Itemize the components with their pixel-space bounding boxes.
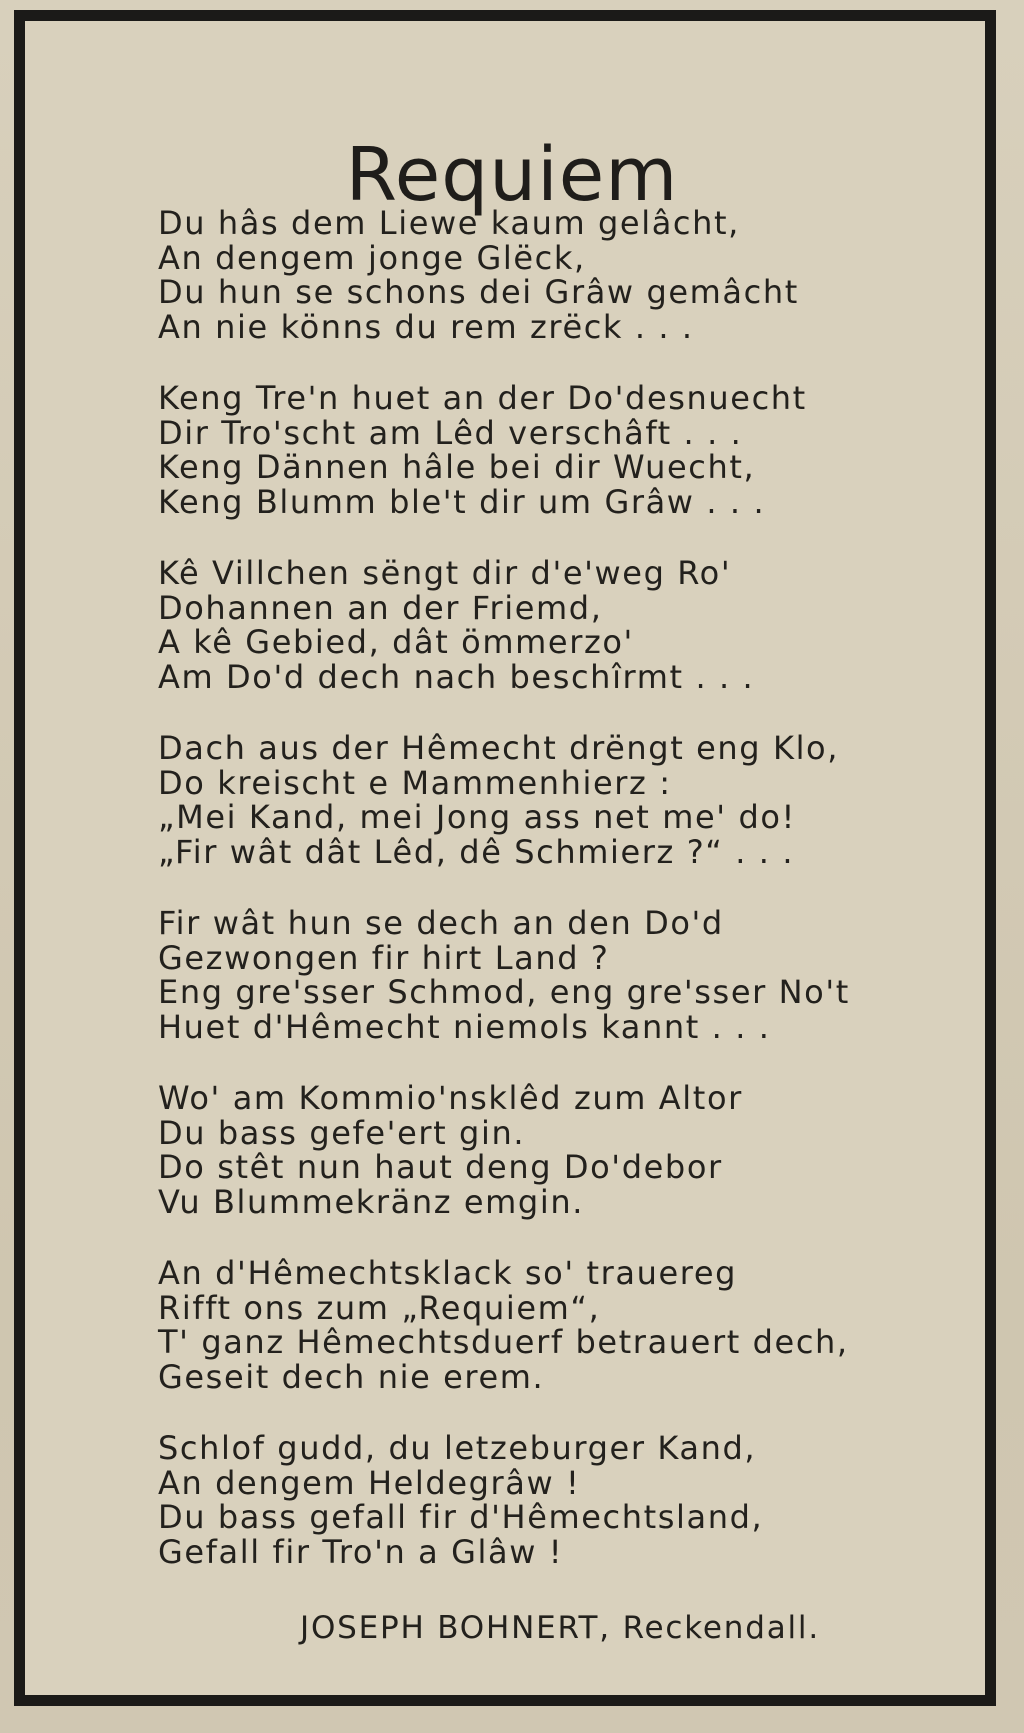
poem-line: „Mei Kand, mei Jong ass net me' do! <box>158 798 796 836</box>
poem-line: Du hun se schons dei Grâw gemâcht <box>158 273 799 311</box>
poem-line: Keng Dännen hâle bei dir Wuecht, <box>158 448 756 486</box>
poem-line: Gefall fir Tro'n a Glâw ! <box>158 1532 564 1571</box>
poem-line: Eng gre'sser Schmod, eng gre'sser No't <box>158 973 850 1011</box>
poem-line: Du hâs dem Liewe kaum gelâcht, <box>158 204 740 242</box>
poem-title: Requiem <box>345 131 679 218</box>
stanza-1 <box>158 206 938 344</box>
poem-line: Dir Tro'scht am Lêd verschâft . . . <box>158 413 743 452</box>
poem-line: Geseit dech nie erem. <box>158 1357 545 1396</box>
poem-line: Du bass gefall fir d'Hêmechtsland, <box>158 1498 764 1536</box>
stanza-5 <box>158 906 938 1044</box>
poem-line: Fir wât hun se dech an den Do'd <box>158 904 724 942</box>
stanza-6 <box>158 1081 938 1219</box>
poem-line: An nie könns du rem zrëck . . . <box>158 307 694 346</box>
poem-line: Du bass gefe'ert gin. <box>158 1113 526 1152</box>
stanza-4 <box>158 731 938 869</box>
poem-line: Keng Blumm ble't dir um Grâw . . . <box>158 482 766 521</box>
poem-line: Huet d'Hêmecht niemols kannt . . . <box>158 1007 771 1046</box>
poem-line: Vu Blummekränz emgin. <box>158 1182 584 1221</box>
stanza-8 <box>158 1431 938 1569</box>
poem-line: Dohannen an der Friemd, <box>158 588 603 627</box>
poem-line: Kê Villchen sëngt dir d'e'weg Ro' <box>158 554 732 592</box>
poem-line: Gezwongen fir hirt Land ? <box>158 938 610 977</box>
poem-line: „Fir wât dât Lêd, dê Schmierz ?“ . . . <box>158 832 795 871</box>
poem-body <box>158 206 938 1606</box>
poem-line: An dengem Heldegrâw ! <box>158 1463 581 1502</box>
stanza-7 <box>158 1256 938 1394</box>
poem-line: An dengem jonge Glëck, <box>158 238 586 277</box>
stanza-2 <box>158 381 938 519</box>
poem-line: Wo' am Kommio'nsklêd zum Altor <box>158 1079 743 1117</box>
poem-line: Schlof gudd, du letzeburger Kand, <box>158 1429 757 1467</box>
stanza-3 <box>158 556 938 694</box>
poem-line: Dach aus der Hêmecht drëngt eng Klo, <box>158 729 840 767</box>
poem-line: Do kreischt e Mammenhierz : <box>158 763 672 802</box>
poem-line: Keng Tre'n huet an der Do'desnuecht <box>158 379 807 417</box>
poem-line: Rifft ons zum „Requiem“, <box>158 1288 601 1327</box>
poem-line: An d'Hêmechtsklack so' trauereg <box>158 1254 738 1292</box>
poem-line: Do stêt nun haut deng Do'debor <box>158 1148 723 1186</box>
poem-line: T' ganz Hêmechtsduerf betrauert dech, <box>158 1323 849 1361</box>
poem-line: A kê Gebied, dât ömmerzo' <box>158 623 634 661</box>
author-signature: JOSEPH BOHNERT, Reckendall. <box>300 1610 820 1646</box>
poem-line: Am Do'd dech nach beschîrmt . . . <box>158 657 755 696</box>
